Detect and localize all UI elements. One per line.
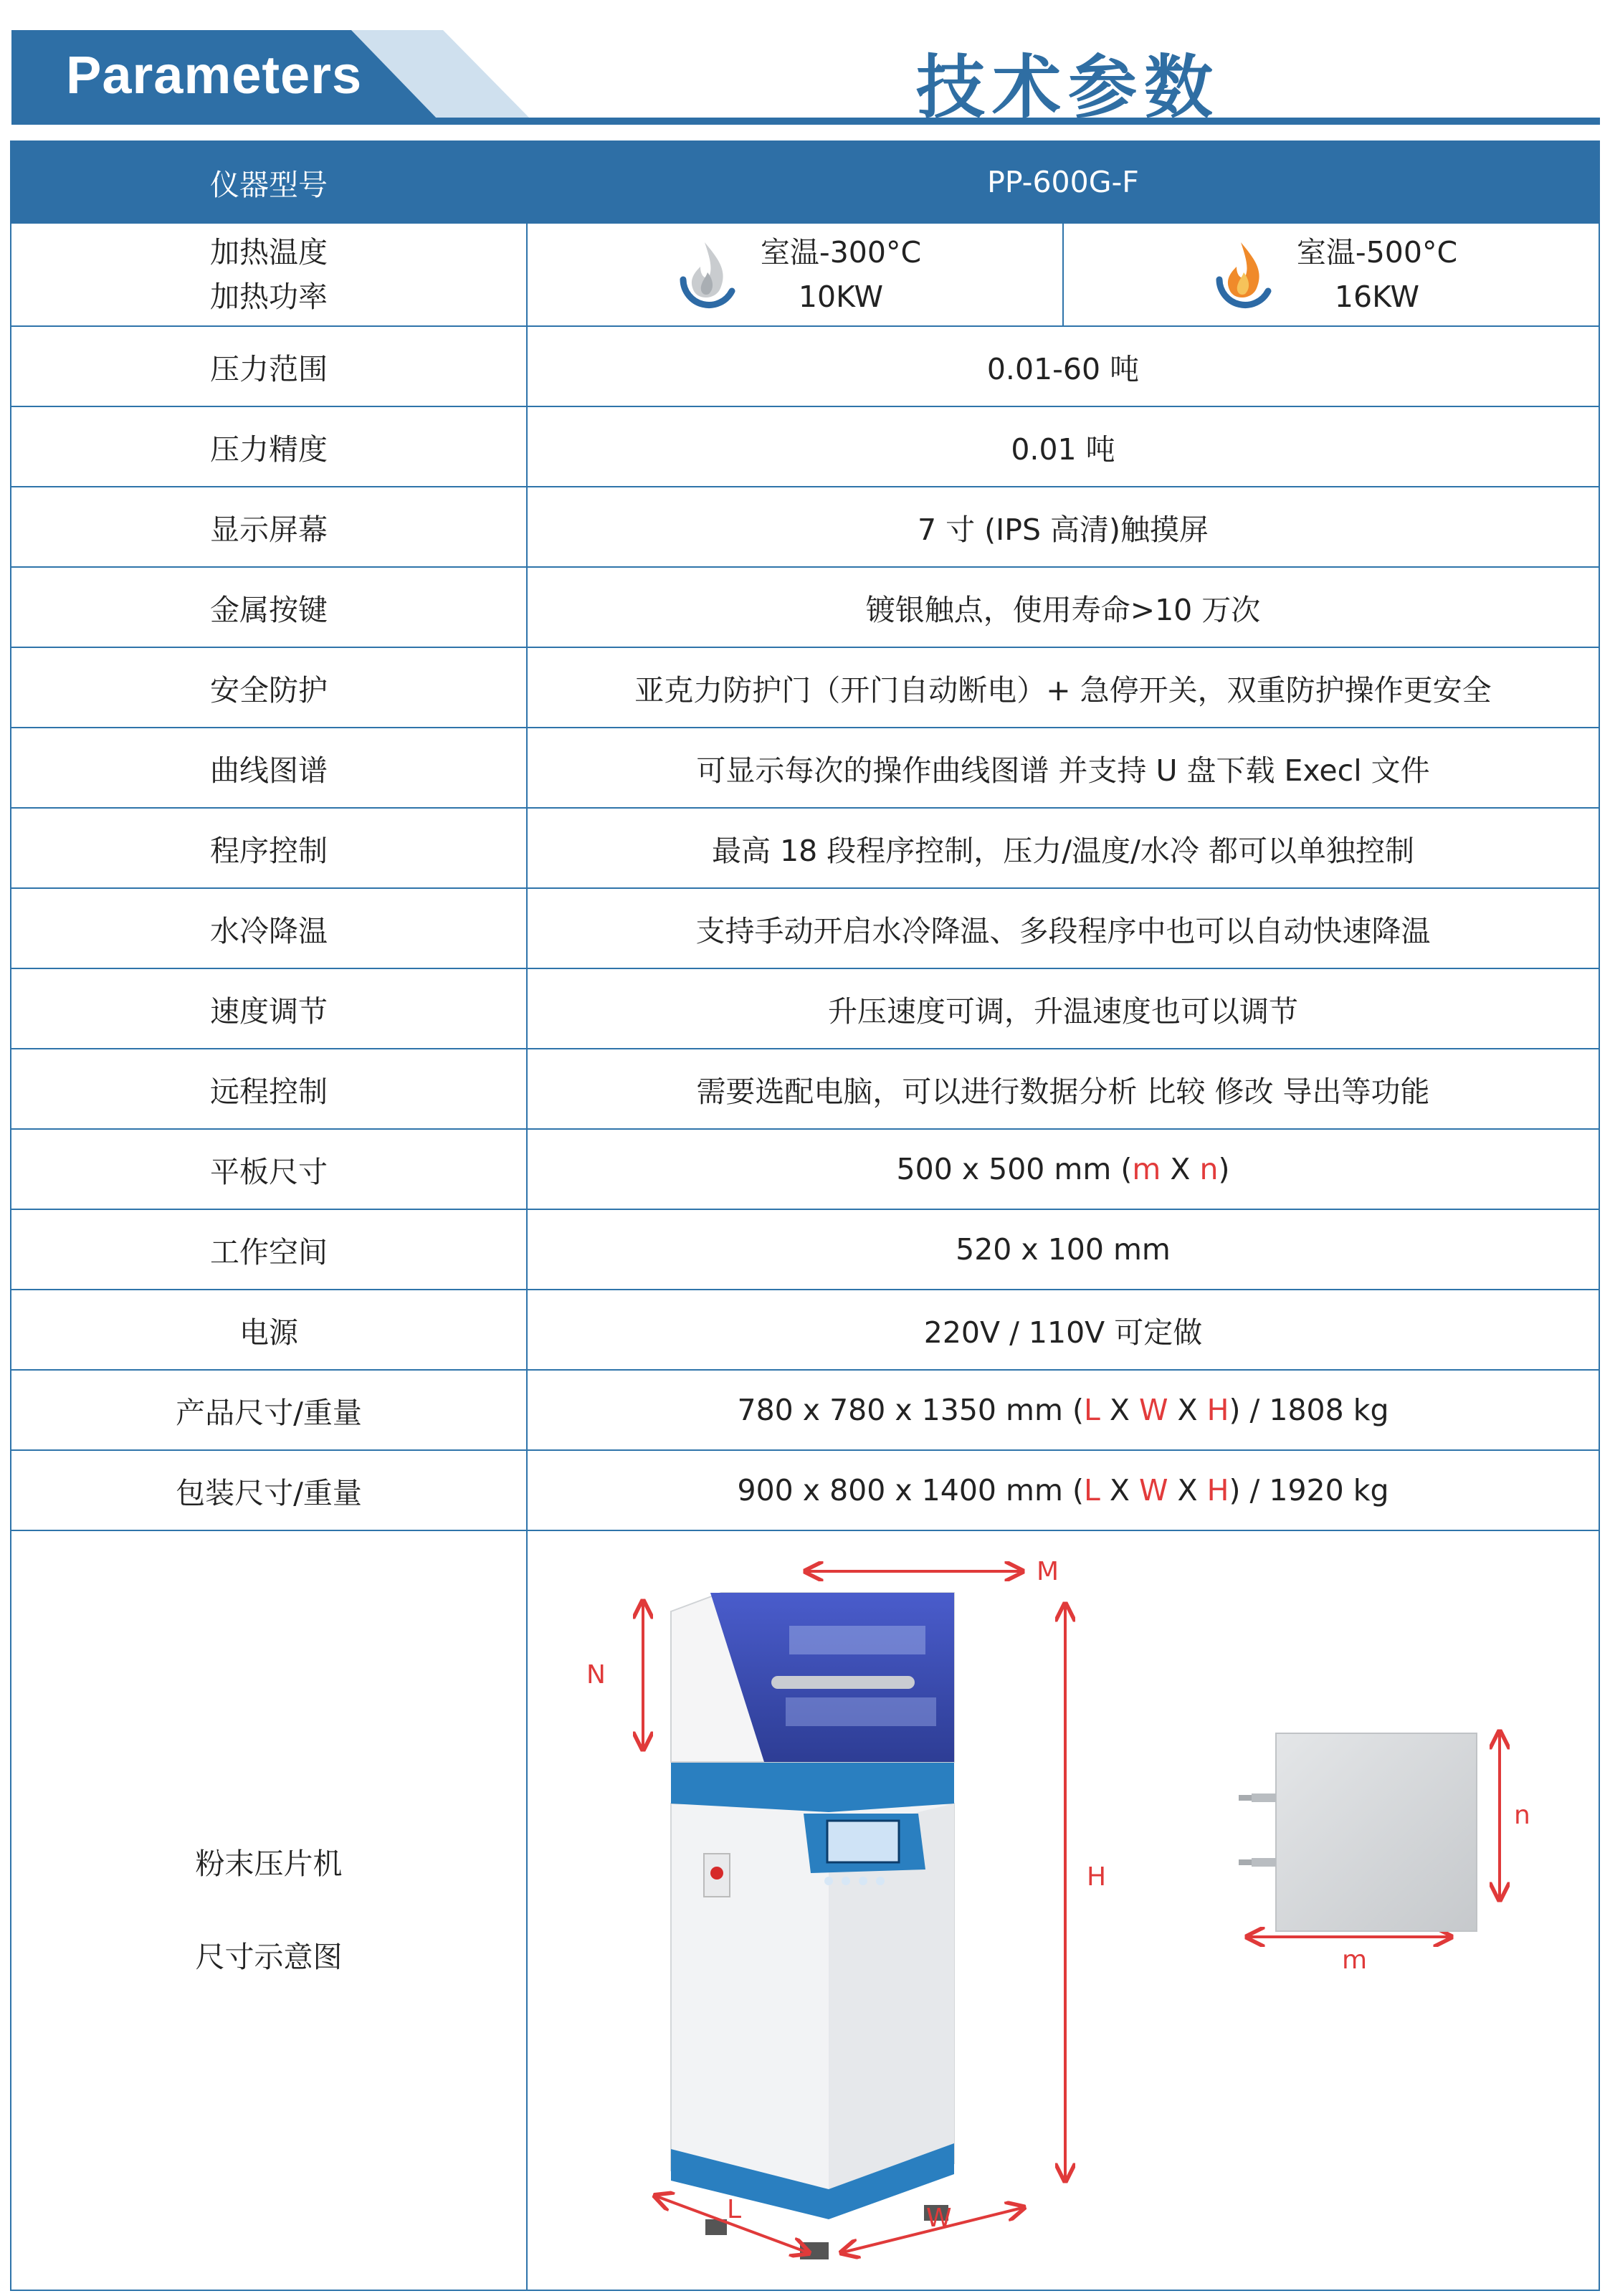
package-size-value: 900 x 800 x 1400 mm (L X W X H) / 1920 kg — [527, 1450, 1599, 1530]
row-value: 支持手动开启水冷降温、多段程序中也可以自动快速降温 — [527, 888, 1599, 968]
heating-a-temp: 室温-300°C — [760, 235, 922, 270]
page-header — [0, 0, 1610, 133]
model-label: 仪器型号 — [11, 141, 527, 223]
package-size-row — [11, 1450, 1599, 1530]
plate-size-label: 平板尺寸 — [11, 1129, 527, 1209]
heating-row — [11, 223, 1599, 326]
row-label: 安全防护 — [11, 647, 527, 728]
table-row — [11, 968, 1599, 1049]
dim-label-m: m — [1342, 1945, 1368, 1975]
power-value: 220V / 110V 可定做 — [527, 1290, 1599, 1370]
diagram-label-line2: 尺寸示意图 — [195, 1940, 343, 1974]
dim-label-L: L — [727, 2195, 742, 2224]
heating-option-b — [1063, 224, 1599, 325]
header-title-en: Parameters — [66, 45, 363, 105]
row-label: 程序控制 — [11, 808, 527, 888]
table-row — [11, 1049, 1599, 1129]
power-label: 电源 — [11, 1290, 527, 1370]
row-label: 远程控制 — [11, 1049, 527, 1129]
diagram-label — [11, 1530, 527, 2290]
dimension-diagram — [528, 1533, 1600, 2288]
dim-label-W: W — [926, 2204, 952, 2233]
table-row — [11, 487, 1599, 567]
table-row — [11, 647, 1599, 728]
row-value: 镀银触点，使用寿命>10 万次 — [527, 567, 1599, 647]
spec-table — [10, 140, 1600, 2291]
row-value: 7 寸 (IPS 高清)触摸屏 — [527, 487, 1599, 567]
row-label: 速度调节 — [11, 968, 527, 1049]
row-value: 需要选配电脑，可以进行数据分析 比较 修改 导出等功能 — [527, 1049, 1599, 1129]
plate-size-value: 500 x 500 mm (m X n) — [527, 1129, 1599, 1209]
row-value: 亚克力防护门（开门自动断电）+ 急停开关，双重防护操作更安全 — [527, 647, 1599, 728]
product-size-row — [11, 1370, 1599, 1450]
diagram-row — [11, 1530, 1599, 2290]
row-value: 最高 18 段程序控制，压力/温度/水冷 都可以单独控制 — [527, 808, 1599, 888]
row-label: 压力精度 — [11, 406, 527, 487]
row-label: 压力范围 — [11, 326, 527, 406]
workspace-label: 工作空间 — [11, 1209, 527, 1290]
table-row — [11, 728, 1599, 808]
flame-icon-gray — [669, 235, 740, 314]
dim-label-H: H — [1087, 1862, 1107, 1892]
product-size-label: 产品尺寸/重量 — [11, 1370, 527, 1450]
table-row — [11, 406, 1599, 487]
power-row — [11, 1290, 1599, 1370]
row-value: 可显示每次的操作曲线图谱 并支持 U 盘下载 Execl 文件 — [527, 728, 1599, 808]
heating-a-power: 10KW — [798, 280, 884, 314]
machine-illustration — [528, 1533, 1600, 2288]
dim-label-n: n — [1514, 1801, 1530, 1830]
heating-power-label: 加热功率 — [210, 280, 328, 314]
heating-b-temp: 室温-500°C — [1296, 235, 1458, 270]
heating-label — [11, 223, 527, 326]
row-value: 升压速度可调，升温速度也可以调节 — [527, 968, 1599, 1049]
machine-body — [671, 1593, 954, 2259]
heating-option-a — [528, 224, 1063, 325]
heating-b-power: 16KW — [1334, 280, 1420, 314]
row-value: 0.01-60 吨 — [527, 326, 1599, 406]
row-label: 水冷降温 — [11, 888, 527, 968]
heating-options — [527, 223, 1599, 326]
plate-illustration — [1239, 1733, 1477, 1931]
table-header-row — [11, 141, 1599, 223]
plate-size-row — [11, 1129, 1599, 1209]
table-row — [11, 326, 1599, 406]
workspace-row — [11, 1209, 1599, 1290]
diagram-cell — [527, 1530, 1599, 2290]
heating-temp-label: 加热温度 — [210, 235, 328, 270]
product-size-value: 780 x 780 x 1350 mm (L X W X H) / 1808 kg — [527, 1370, 1599, 1450]
table-row — [11, 567, 1599, 647]
dim-label-N: N — [586, 1660, 606, 1690]
row-label: 显示屏幕 — [11, 487, 527, 567]
header-title-zh: 技术参数 — [916, 47, 1220, 128]
dim-label-M: M — [1037, 1557, 1059, 1586]
workspace-value: 520 x 100 mm — [527, 1209, 1599, 1290]
row-label: 金属按键 — [11, 567, 527, 647]
table-row — [11, 888, 1599, 968]
table-row — [11, 808, 1599, 888]
flame-icon-orange — [1205, 235, 1277, 314]
row-value: 0.01 吨 — [527, 406, 1599, 487]
model-value: PP-600G-F — [527, 141, 1599, 223]
package-size-label: 包装尺寸/重量 — [11, 1450, 527, 1530]
diagram-label-line1: 粉末压片机 — [195, 1847, 343, 1881]
row-label: 曲线图谱 — [11, 728, 527, 808]
